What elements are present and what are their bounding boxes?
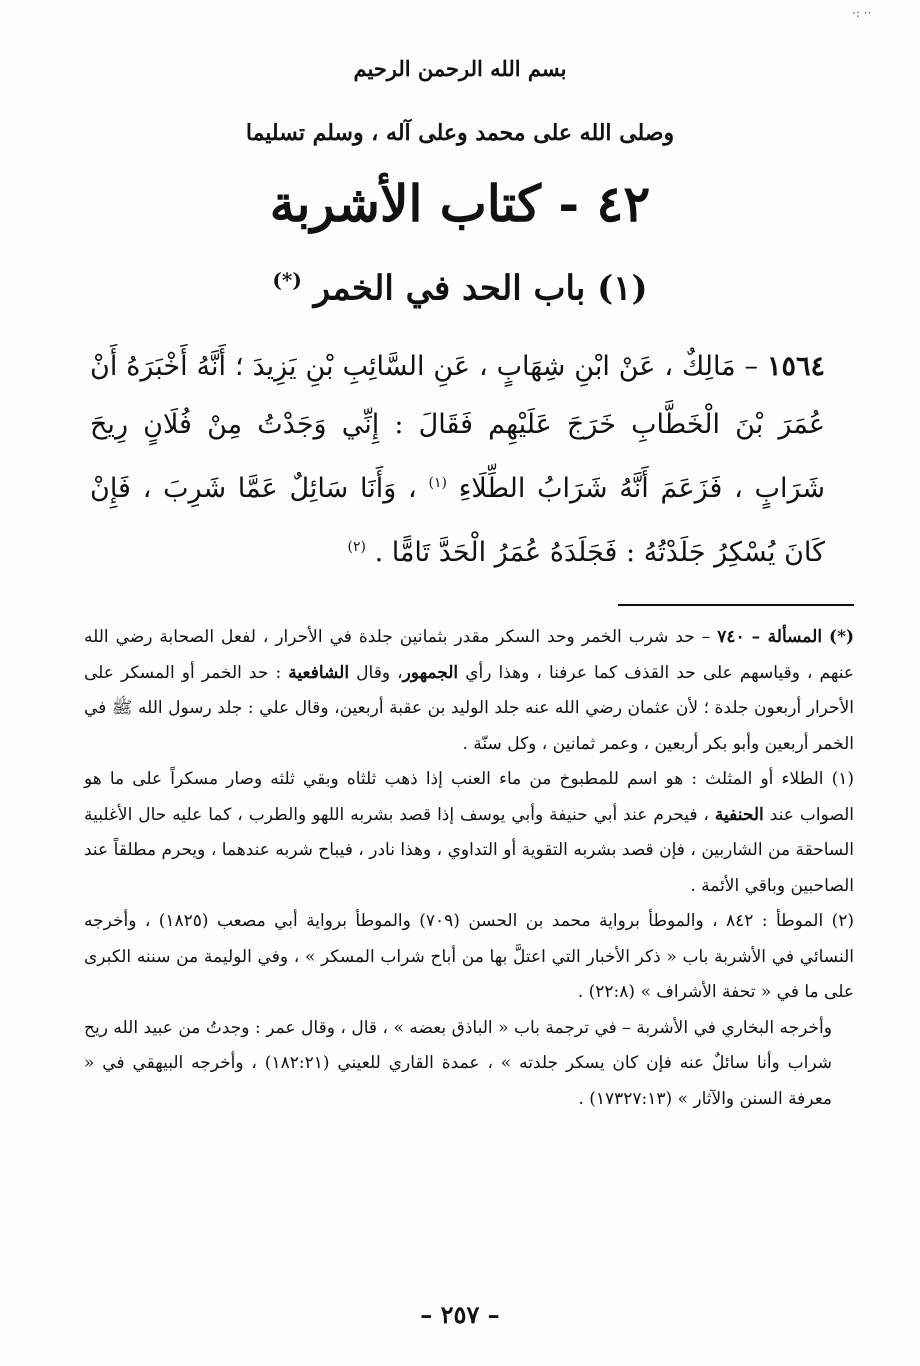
footnote-star-text-c: : حد الخمر أو المسكر على الأحرار أربعون جلدة ؛ لأن عثمان رضي الله عنه جلد الوليد بن عقبة أربعين، وقال علي : جلد رسول الله ﷺ في الخمر أربعين وأبو بكر أربعين ، وعمر ثمانين ، وكل سنّة .: [84, 662, 854, 754]
footnote-ref-2: (٢): [347, 539, 366, 555]
basmala: بسم الله الرحمن الرحيم: [353, 56, 567, 81]
footnote-2-para1: الموطأ : ٨٤٢ ، والموطأ برواية محمد بن الحسن (٧٠٩) والموطأ برواية أبي مصعب (١٨٢٥) ، وأخرجه النسائي في الأشربة باب « ذكر الأخبار التي اعتلَّ بها من أباح شراب المسكر » ، وفي الوليمة من سننه الكبرى على ما في « تحفة الأشراف » (٢٢:٨) .: [84, 911, 854, 1002]
footnote-star-number: ٧٤٠: [717, 627, 745, 647]
salawat-line: وصلى الله على محمد وعلى آله ، وسلم تسليما: [245, 120, 675, 146]
footnote-1-marker: (١): [831, 769, 854, 789]
footnote-star-text-b: ، وقال: [356, 662, 403, 683]
footnote-2-marker: (٢): [831, 911, 855, 931]
footnote-star-shafiiyya: الشافعية: [288, 662, 350, 683]
footnote-1-hanafiyya: الحنفية: [714, 804, 764, 825]
hadith-text-part1: – مَالِكٌ ، عَنْ ابْنِ شِهَابٍ ، عَنِ السَّائِبِ بْنِ يَزِيدَ ؛ أَنَّهُ أَخْبَرَهُ أَنْ عُمَرَ بْنَ الْخَطَّابِ خَرَجَ عَلَيْهِم فَقَالَ : إِنِّي وَجَدْتُ مِنْ فُلَانٍ رِيحَ شَرَابٍ ، فَزَعَمَ أَنَّهُ شَرَابُ الطِّلَاءِ: [90, 351, 825, 504]
footnote-star-label: المسألة –: [751, 627, 823, 647]
hadith-number: ١٥٦٤: [766, 351, 825, 382]
chapter-marker: (*): [272, 268, 302, 292]
footnote-2: [84, 904, 854, 1011]
footnote-star-jumhur: الجمهور: [402, 662, 459, 683]
chapter-title: [0, 256, 920, 312]
book-title: ٤٢ - كتاب الأشربة: [269, 174, 651, 233]
hadith-text: [90, 338, 825, 582]
footnotes: [84, 620, 854, 1117]
hadith-text-part2: ، وَأَنَا سَائِلٌ عَمَّا شَرِبَ ، فَإِنْ كَانَ يُسْكِرُ جَلَدْتُهُ : فَجَلَدَهُ عُمَرُ الْحَدَّ تَامًّا .: [90, 473, 825, 568]
footnote-1-text-a: الطلاء أو المثلث : هو اسم للمطبوخ من ماء العنب إذا ذهب ثلثاه وبقي ثلثه وصار مسكراً على ما هو الصواب عند: [84, 769, 855, 825]
footnote-star: [84, 620, 854, 762]
page-number: – ٢٥٧ –: [420, 1300, 500, 1329]
chapter-title-text: (١) باب الحد في الخمر: [313, 268, 648, 309]
footnote-ref-1: (١): [428, 475, 447, 491]
footnote-2-para2: وأخرجه البخاري في الأشربة – في ترجمة باب « الباذق بعضه » ، قال ، وقال عمر : وجدتُ من عبيد الله ريح شراب وأنا سائلٌ عنه فإن كان يسكر جلدته » ، عمدة القاري للعيني (١٨٢:٢١) ، وأخرجه البيهقي في « معرفة السنن والآثار » (١٧٣٢٧:١٣) .: [84, 1017, 832, 1109]
footnote-1: [84, 762, 854, 904]
footnote-star-text-a: – حد شرب الخمر وحد السكر مقدر بثمانين جلدة في الأحرار ، لفعل الصحابة رضي الله عنهم ، وقياسهم على حد القذف كما عرفنا ، وهذا رأي: [84, 627, 854, 683]
footnote-divider: [618, 604, 854, 606]
footnote-star-marker: (*): [829, 627, 855, 647]
corner-mark: ·· :·: [852, 6, 872, 20]
footnote-1-text-b: ، فيحرم عند أبي حنيفة وأبي يوسف إذا قصد بشربه اللهو والطرب ، كما عليه حال الأغلبية الساحقة من الشاربين ، فإن قصد بشربه التقوية أو التداوي ، وهذا نادر ، فيباح شربه عندهما ، ويحرم مطلقاً عند الصاحبين وباقي الأئمة .: [84, 804, 854, 896]
